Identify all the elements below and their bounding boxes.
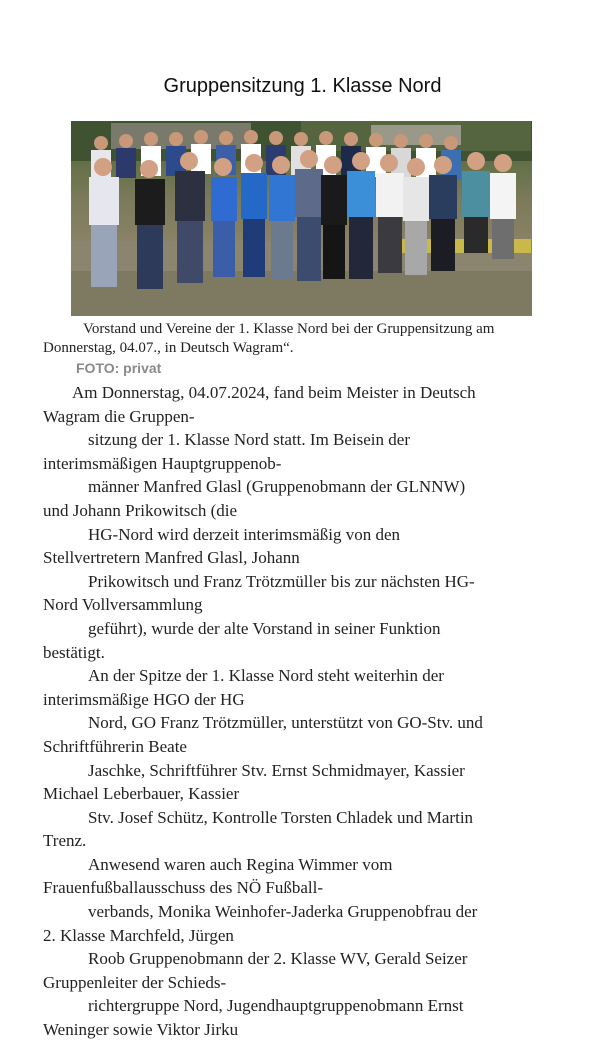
article-line: An der Spitze der 1. Klasse Nord steht weiterhin der: [88, 666, 444, 686]
article-line: Prikowitsch und Franz Trötzmüller bis zur nächsten HG-: [88, 571, 475, 591]
group-photo: [71, 121, 532, 316]
article-line: Jaschke, Schriftführer Stv. Ernst Schmidmayer, Kassier: [88, 760, 465, 780]
article-line: bestätigt.: [43, 642, 105, 662]
article-line: Stv. Josef Schütz, Kontrolle Torsten Chladek und Martin: [88, 807, 474, 827]
photo-credit: FOTO: privat: [76, 360, 162, 376]
article-line: sitzung der 1. Klasse Nord statt. Im Beisein der: [88, 430, 410, 450]
article-line: richtergruppe Nord, Jugendhauptgruppenobmann Ernst: [88, 996, 464, 1016]
article-line: HG-Nord wird derzeit interimsmäßig von den: [88, 524, 401, 544]
article-line: 2. Klasse Marchfeld, Jürgen: [43, 925, 234, 945]
article-line: Nord Vollversammlung: [43, 595, 203, 615]
group-photo-illustration: [71, 121, 532, 316]
article-line: geführt), wurde der alte Vorstand in seiner Funktion: [88, 618, 441, 638]
article-line: Michael Leberbauer, Kassier: [43, 784, 240, 804]
article-line: Nord, GO Franz Trötzmüller, unterstützt von GO-Stv. und: [88, 713, 483, 733]
photo-caption: Vorstand und Vereine der 1. Klasse Nord bei der Gruppensitzung am Donnerstag, 04.07., in Deutsch Wagram“.: [43, 321, 495, 356]
article-line: Schriftführerin Beate: [43, 736, 187, 756]
article-line: Stellvertretern Manfred Glasl, Johann: [43, 548, 300, 568]
article-line: männer Manfred Glasl (Gruppenobmann der GLNNW): [88, 477, 466, 497]
article-line: Roob Gruppenobmann der 2. Klasse WV, Gerald Seizer: [88, 949, 468, 969]
article-body: [43, 381, 568, 1042]
article-line: Gruppenleiter der Schieds-: [43, 972, 227, 992]
article-line: Anwesend waren auch Regina Wimmer vom: [88, 854, 393, 874]
article-line: und Johann Prikowitsch (die: [43, 500, 238, 520]
article-line: interimsmäßige HGO der HG: [43, 689, 245, 709]
article-line: interimsmäßigen Hauptgruppenob-: [43, 453, 282, 473]
article-line: verbands, Monika Weinhofer-Jaderka Gruppenobfrau der: [88, 902, 478, 922]
article-line: Frauenfußballausschuss des NÖ Fußball-: [43, 878, 323, 898]
article-line: Am Donnerstag, 04.07.2024, fand beim Meister in Deutsch: [72, 383, 476, 402]
article-title: Gruppensitzung 1. Klasse Nord: [163, 75, 442, 97]
article-line: Weninger sowie Viktor Jirku: [43, 1020, 239, 1040]
article-line: Trenz.: [43, 831, 87, 851]
article-line: Wagram die Gruppen-: [43, 406, 195, 426]
